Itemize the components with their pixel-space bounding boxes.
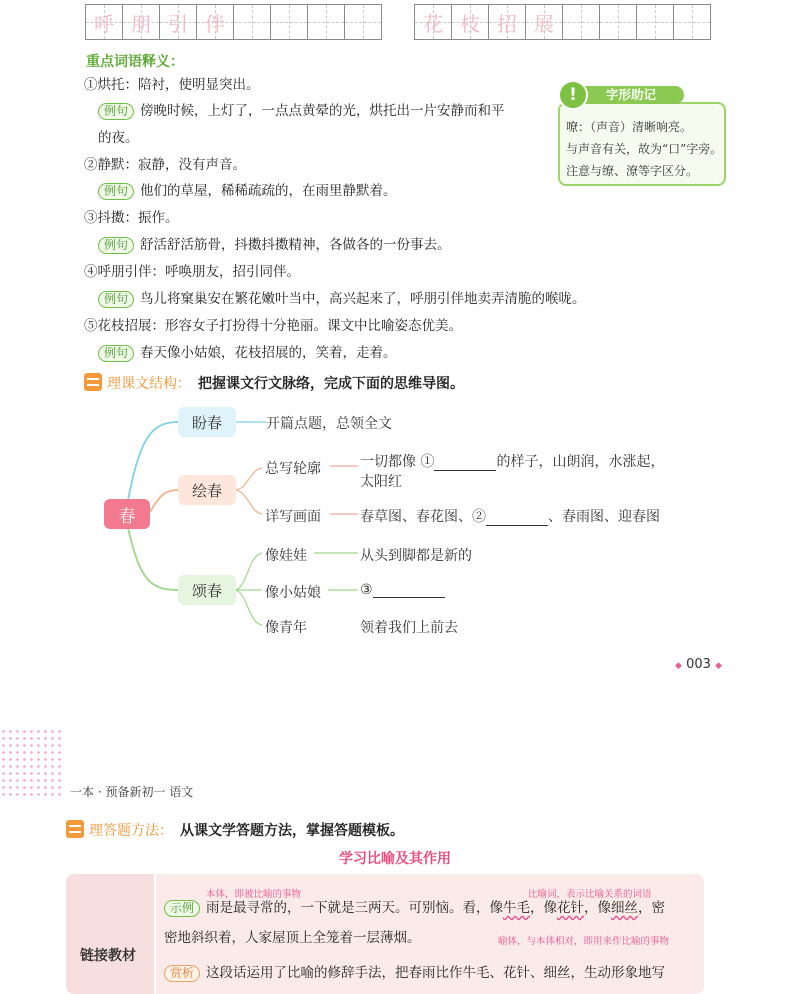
diamond-icon: ◆ xyxy=(715,661,722,671)
mindmap-branch-huichun: 绘春 xyxy=(178,475,236,505)
example-text: 他们的草屋，稀稀疏疏的，在雨里静默着。 xyxy=(140,183,397,199)
example-panel-left xyxy=(66,874,156,994)
songchun-sub-baby: 像娃娃 xyxy=(265,548,307,564)
huichun-sub-outline: 总写轮廓 xyxy=(265,461,321,477)
huichun-sub-detail: 详写画面 xyxy=(265,509,321,525)
example-text: 春天像小姑娘，花枝招展的，笑着，走着。 xyxy=(140,345,397,361)
section-icon xyxy=(66,820,84,838)
vocab-entry: ④呼朋引伴：呼唤朋友，招引同伴。 xyxy=(84,264,300,280)
example-tag: 例句 xyxy=(98,237,134,254)
songchun-sub-girl-text: ③ xyxy=(360,582,445,598)
analysis-tag: 赏析 xyxy=(164,965,200,982)
example-tag: 例句 xyxy=(98,183,134,200)
panchun-text: 开篇点题，总领全文 xyxy=(266,416,392,432)
example-line-1: 示例 雨是最寻常的，一下就是三两天。可别恼。看，像牛毛，像花针，像细丝，密 xyxy=(164,899,665,917)
vocab-entry: ②静默：寂静，没有声音。 xyxy=(84,157,246,173)
vocab-entry: ①烘托：陪衬，使明显突出。 xyxy=(84,77,260,93)
example-tag: 例句 xyxy=(98,291,134,308)
grid-cell: 引 xyxy=(160,5,197,39)
section-desc: 把握课文行文脉络，完成下面的思维导图。 xyxy=(198,376,464,392)
songchun-sub-youth: 像青年 xyxy=(265,620,307,636)
analysis-line: 赏析 这段话运用了比喻的修辞手法，把春雨比作牛毛、花针、细丝，生动形象地写 xyxy=(164,964,665,982)
huichun-sub-outline-text-cont: 太阳红 xyxy=(360,474,402,490)
method-title: 学习比喻及其作用 xyxy=(339,851,451,867)
vocab-entry: ⑤花枝招展：形容女子打扮得十分艳丽。课文中比喻姿态优美。 xyxy=(84,318,462,334)
vocab-entry: ③抖擞：振作。 xyxy=(84,210,179,226)
huichun-sub-outline-text: 一切都像 ① 的样子，山朗润，水涨起， xyxy=(360,454,665,470)
answer-blank-3[interactable] xyxy=(373,583,445,598)
example-tag: 例句 xyxy=(98,103,134,120)
annotation-tenor: 本体，即被比喻的事物 xyxy=(206,889,302,900)
example-tag: 示例 xyxy=(164,900,200,917)
example-text: 鸟儿将窠巢安在繁花嫩叶当中，高兴起来了，呼朋引伴地卖弄清脆的喉咙。 xyxy=(140,291,586,307)
example-tag: 例句 xyxy=(98,345,134,362)
annotation-comparison-word: 比喻词，表示比喻关系的词语 xyxy=(528,889,652,900)
huichun-sub-detail-text: 春草图、春花图、② 、春雨图、迎春图 xyxy=(360,509,660,525)
songchun-sub-youth-text: 领着我们上前去 xyxy=(360,620,458,636)
vocab-heading: 重点词语释义： xyxy=(86,54,184,70)
grid-cell: 伴 xyxy=(197,5,234,39)
zixing-text: 嘹：（声音）清晰响亮。 与声音有关，故为“口”字旁。 注意与缭、潦等字区分。 xyxy=(566,120,723,178)
answer-blank-2[interactable] xyxy=(486,511,548,526)
exclamation-icon: ! xyxy=(558,80,588,110)
example-text: 傍晚时候，上灯了，一点点黄晕的光，烘托出一片安静而和平 xyxy=(140,103,505,119)
grid-cell: 招 xyxy=(489,5,526,39)
zixing-title: 字形助记 xyxy=(578,86,684,104)
panel-left-label: 链接教材 xyxy=(80,948,136,964)
section-desc: 从课文学答题方法，掌握答题模板。 xyxy=(180,823,404,839)
example-text: 舒活舒活筋骨，抖擞抖擞精神，各做各的一份事去。 xyxy=(140,237,451,253)
grid-cell: 展 xyxy=(526,5,563,39)
section-label: 理答题方法： xyxy=(89,823,173,839)
section-label: 理课文结构： xyxy=(107,376,191,392)
answer-blank-1[interactable] xyxy=(434,456,496,471)
page-number: ◆ 003 ◆ xyxy=(675,657,722,672)
grid-cell: 花 xyxy=(415,5,452,39)
decorative-dots xyxy=(0,728,64,800)
grid-cell: 朋 xyxy=(123,5,160,39)
grid-cell: 呼 xyxy=(86,5,123,39)
mindmap-root: 春 xyxy=(104,499,150,529)
mindmap-branch-songchun: 颂春 xyxy=(178,575,236,605)
diamond-icon: ◆ xyxy=(675,661,682,671)
vocab-example-cont: 的夜。 xyxy=(98,130,139,146)
songchun-sub-baby-text: 从头到脚都是新的 xyxy=(360,548,472,564)
example-line-2: 密地斜织着，人家屋顶上全笼着一层薄烟。 xyxy=(164,930,421,946)
book-title: 一本 · 预备新初一 语文 xyxy=(70,785,194,799)
grid-cell: 枝 xyxy=(452,5,489,39)
songchun-sub-girl: 像小姑娘 xyxy=(265,585,321,601)
mindmap-branch-panchun: 盼春 xyxy=(178,407,236,437)
annotation-vehicle: 喻体，与本体相对，即用来作比喻的事物 xyxy=(498,936,670,947)
